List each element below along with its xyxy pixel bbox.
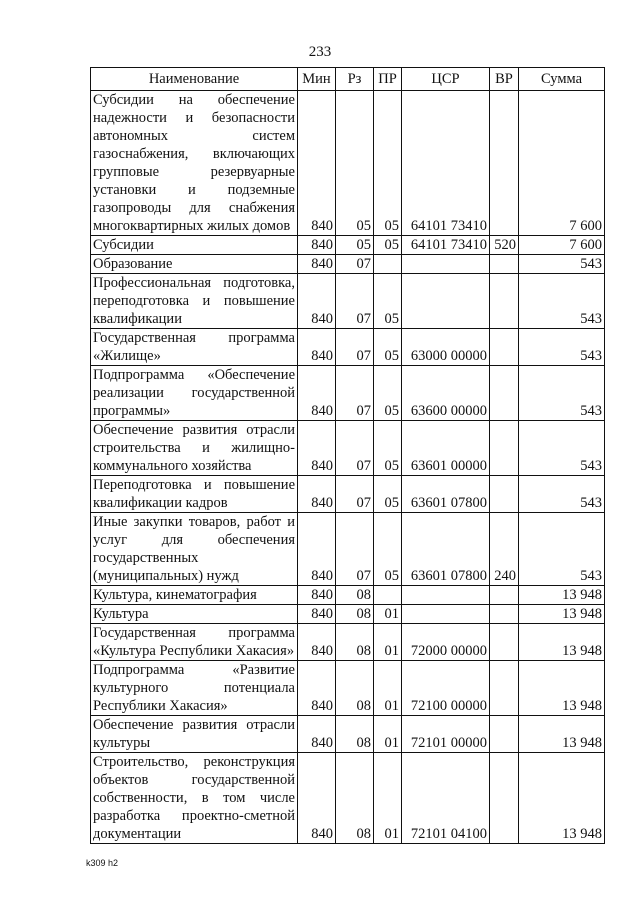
cell-min: 840 <box>298 586 336 605</box>
header-csr: ЦСР <box>402 68 490 91</box>
cell-sum: 543 <box>519 421 605 476</box>
cell-sum: 543 <box>519 274 605 329</box>
cell-pr: 05 <box>374 91 402 236</box>
cell-name: Субсидии на обеспечение надежности и безопасности автономных систем газоснабжения, включающих групповые резервуарные установки и подземные газопроводы для снабжения многоквартирных жилых домов <box>91 91 298 236</box>
table-row <box>91 586 605 605</box>
cell-csr: 72101 00000 <box>402 716 490 753</box>
cell-pr: 01 <box>374 716 402 753</box>
cell-csr <box>402 255 490 274</box>
cell-vr <box>490 586 519 605</box>
header-vr: ВР <box>490 68 519 91</box>
cell-vr <box>490 716 519 753</box>
cell-csr: 63600 00000 <box>402 366 490 421</box>
table-row <box>91 605 605 624</box>
cell-rz: 08 <box>336 661 374 716</box>
cell-min: 840 <box>298 661 336 716</box>
cell-rz: 05 <box>336 236 374 255</box>
cell-name: Подпрограмма «Обеспечение реализации государственной программы» <box>91 366 298 421</box>
cell-sum: 543 <box>519 329 605 366</box>
table-row <box>91 661 605 716</box>
cell-csr: 72101 04100 <box>402 753 490 844</box>
cell-min: 840 <box>298 605 336 624</box>
cell-pr: 05 <box>374 274 402 329</box>
cell-rz: 08 <box>336 624 374 661</box>
cell-min: 840 <box>298 624 336 661</box>
cell-vr: 520 <box>490 236 519 255</box>
cell-csr <box>402 605 490 624</box>
budget-table <box>90 67 605 844</box>
cell-rz: 07 <box>336 329 374 366</box>
table-row <box>91 91 605 236</box>
header-rz: Рз <box>336 68 374 91</box>
header-name: Наименование <box>91 68 298 91</box>
footer-code: k309 h2 <box>86 858 119 868</box>
table-row <box>91 716 605 753</box>
header-min: Мин <box>298 68 336 91</box>
cell-rz: 08 <box>336 716 374 753</box>
cell-min: 840 <box>298 716 336 753</box>
cell-name: Переподготовка и повышение квалификации кадров <box>91 476 298 513</box>
cell-csr: 72100 00000 <box>402 661 490 716</box>
cell-vr <box>490 421 519 476</box>
cell-min: 840 <box>298 274 336 329</box>
cell-pr: 01 <box>374 624 402 661</box>
cell-sum: 543 <box>519 476 605 513</box>
cell-rz: 08 <box>336 605 374 624</box>
cell-rz: 05 <box>336 91 374 236</box>
cell-sum: 13 948 <box>519 753 605 844</box>
cell-csr: 63601 00000 <box>402 421 490 476</box>
cell-csr: 72000 00000 <box>402 624 490 661</box>
cell-rz: 07 <box>336 366 374 421</box>
cell-name: Государственная программа «Культура Республики Хакасия» <box>91 624 298 661</box>
table-row <box>91 513 605 586</box>
cell-pr: 01 <box>374 605 402 624</box>
header-row <box>91 68 605 91</box>
cell-pr: 05 <box>374 421 402 476</box>
cell-name: Иные закупки товаров, работ и услуг для обеспечения государственных (муниципальных) нужд <box>91 513 298 586</box>
cell-pr <box>374 255 402 274</box>
table-row <box>91 476 605 513</box>
header-pr: ПР <box>374 68 402 91</box>
cell-min: 840 <box>298 476 336 513</box>
cell-name: Подпрограмма «Развитие культурного потенциала Республики Хакасия» <box>91 661 298 716</box>
cell-pr: 05 <box>374 329 402 366</box>
cell-name: Профессиональная подготовка, переподготовка и повышение квалификации <box>91 274 298 329</box>
cell-vr <box>490 366 519 421</box>
cell-min: 840 <box>298 513 336 586</box>
table-row <box>91 329 605 366</box>
cell-pr: 05 <box>374 476 402 513</box>
cell-csr: 63601 07800 <box>402 513 490 586</box>
cell-csr: 64101 73410 <box>402 236 490 255</box>
cell-vr: 240 <box>490 513 519 586</box>
cell-vr <box>490 91 519 236</box>
cell-sum: 13 948 <box>519 661 605 716</box>
cell-vr <box>490 624 519 661</box>
cell-sum: 13 948 <box>519 624 605 661</box>
cell-csr: 63601 07800 <box>402 476 490 513</box>
cell-csr <box>402 274 490 329</box>
cell-rz: 07 <box>336 274 374 329</box>
cell-rz: 07 <box>336 421 374 476</box>
cell-min: 840 <box>298 236 336 255</box>
cell-sum: 13 948 <box>519 716 605 753</box>
cell-min: 840 <box>298 329 336 366</box>
table-row <box>91 366 605 421</box>
cell-pr: 01 <box>374 661 402 716</box>
cell-vr <box>490 605 519 624</box>
cell-name: Строительство, реконструкция объектов государственной собственности, в том числе разработка проектно-сметной документации <box>91 753 298 844</box>
cell-pr: 05 <box>374 366 402 421</box>
cell-pr: 01 <box>374 753 402 844</box>
cell-sum: 543 <box>519 255 605 274</box>
cell-pr: 05 <box>374 513 402 586</box>
cell-rz: 07 <box>336 255 374 274</box>
cell-min: 840 <box>298 366 336 421</box>
cell-min: 840 <box>298 91 336 236</box>
cell-sum: 7 600 <box>519 91 605 236</box>
cell-name: Обеспечение развития отрасли культуры <box>91 716 298 753</box>
cell-csr: 63000 00000 <box>402 329 490 366</box>
table-row <box>91 624 605 661</box>
cell-min: 840 <box>298 753 336 844</box>
cell-min: 840 <box>298 255 336 274</box>
cell-vr <box>490 274 519 329</box>
cell-rz: 08 <box>336 586 374 605</box>
cell-name: Государственная программа «Жилище» <box>91 329 298 366</box>
cell-vr <box>490 661 519 716</box>
page-number: 233 <box>308 44 332 60</box>
cell-csr <box>402 586 490 605</box>
cell-rz: 08 <box>336 753 374 844</box>
cell-sum: 543 <box>519 366 605 421</box>
table-row <box>91 753 605 844</box>
cell-sum: 13 948 <box>519 586 605 605</box>
cell-csr: 64101 73410 <box>402 91 490 236</box>
cell-name: Образование <box>91 255 298 274</box>
cell-pr <box>374 586 402 605</box>
cell-vr <box>490 255 519 274</box>
cell-name: Обеспечение развития отрасли строительства и жилищно-коммунального хозяйства <box>91 421 298 476</box>
cell-vr <box>490 476 519 513</box>
cell-min: 840 <box>298 421 336 476</box>
cell-name: Культура, кинематография <box>91 586 298 605</box>
cell-pr: 05 <box>374 236 402 255</box>
cell-vr <box>490 753 519 844</box>
header-sum: Сумма <box>519 68 605 91</box>
cell-name: Субсидии <box>91 236 298 255</box>
cell-rz: 07 <box>336 476 374 513</box>
cell-rz: 07 <box>336 513 374 586</box>
table-row <box>91 274 605 329</box>
table-row <box>91 421 605 476</box>
cell-name: Культура <box>91 605 298 624</box>
cell-vr <box>490 329 519 366</box>
cell-sum: 13 948 <box>519 605 605 624</box>
cell-sum: 543 <box>519 513 605 586</box>
table-row <box>91 236 605 255</box>
cell-sum: 7 600 <box>519 236 605 255</box>
table-row <box>91 255 605 274</box>
